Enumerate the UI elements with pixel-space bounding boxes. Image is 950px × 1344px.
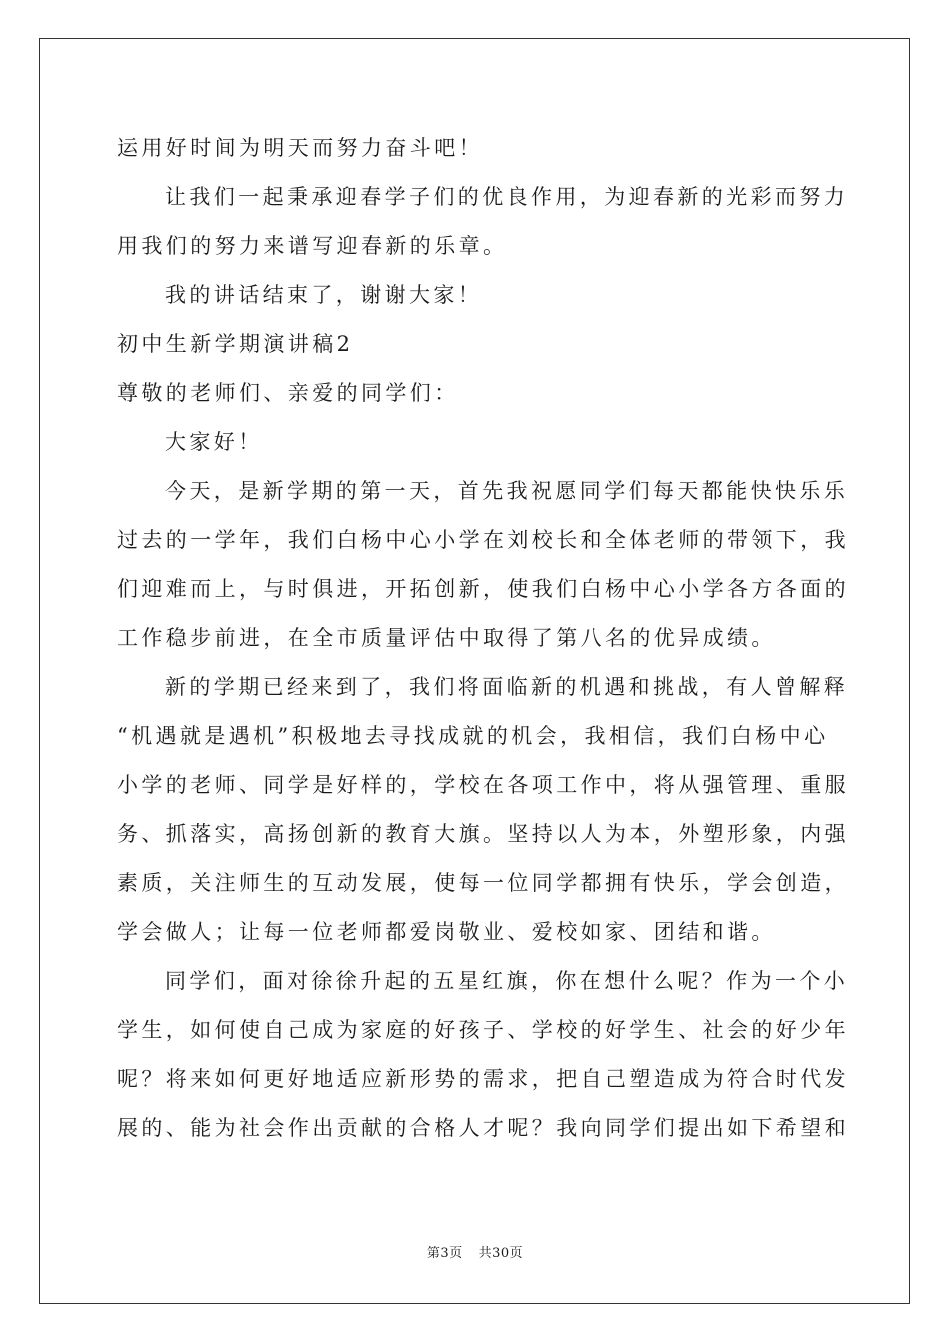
section-heading: 初中生新学期演讲稿2 [117,332,354,356]
body-line: 让我们一起秉承迎春学子们的优良作用，为迎春新的光彩而努力 [165,185,849,209]
body-line: 呢？将来如何更好地适应新形势的需求，把自己塑造成为符合时代发 [117,1067,849,1091]
body-line: 新的学期已经来到了，我们将面临新的机遇和挑战，有人曾解释 [165,675,849,699]
salutation: 尊敬的老师们、亲爱的同学们： [117,381,459,405]
body-line: 过去的一学年，我们白杨中心小学在刘校长和全体老师的带领下，我 [117,528,849,552]
document-body [117,124,849,1153]
body-line: 运用好时间为明天而努力奋斗吧！ [117,136,483,160]
body-line: 用我们的努力来谱写迎春新的乐章。 [117,234,508,258]
body-line: 们迎难而上，与时俱进，开拓创新，使我们白杨中心小学各方各面的 [117,577,849,601]
body-line: 学生，如何使自己成为家庭的好孩子、学校的好学生、社会的好少年 [117,1018,849,1042]
body-line: 工作稳步前进，在全市质量评估中取得了第八名的优异成绩。 [117,626,776,650]
page-footer [0,1245,950,1263]
current-page-number: 第3页 [426,1246,463,1261]
body-line: 素质，关注师生的互动发展，使每一位同学都拥有快乐，学会创造， [117,871,849,895]
body-line: “机遇就是遇机”积极地去寻找成就的机会，我相信，我们白杨中心 [117,724,829,748]
body-line: 同学们，面对徐徐升起的五星红旗，你在想什么呢？作为一个小 [165,969,849,993]
greeting: 大家好！ [165,430,263,454]
body-line: 学会做人；让每一位老师都爱岗敬业、爱校如家、团结和谐。 [117,920,776,944]
body-line: 务、抓落实，高扬创新的教育大旗。坚持以人为本，外塑形象，内强 [117,822,849,846]
body-line: 小学的老师、同学是好样的，学校在各项工作中，将从强管理、重服 [117,773,849,797]
body-line: 展的、能为社会作出贡献的合格人才呢？我向同学们提出如下希望和 [117,1116,849,1140]
body-line: 今天，是新学期的第一天，首先我祝愿同学们每天都能快快乐乐 [165,479,849,503]
total-pages: 共30页 [478,1246,524,1261]
body-line: 我的讲话结束了，谢谢大家！ [165,283,483,307]
